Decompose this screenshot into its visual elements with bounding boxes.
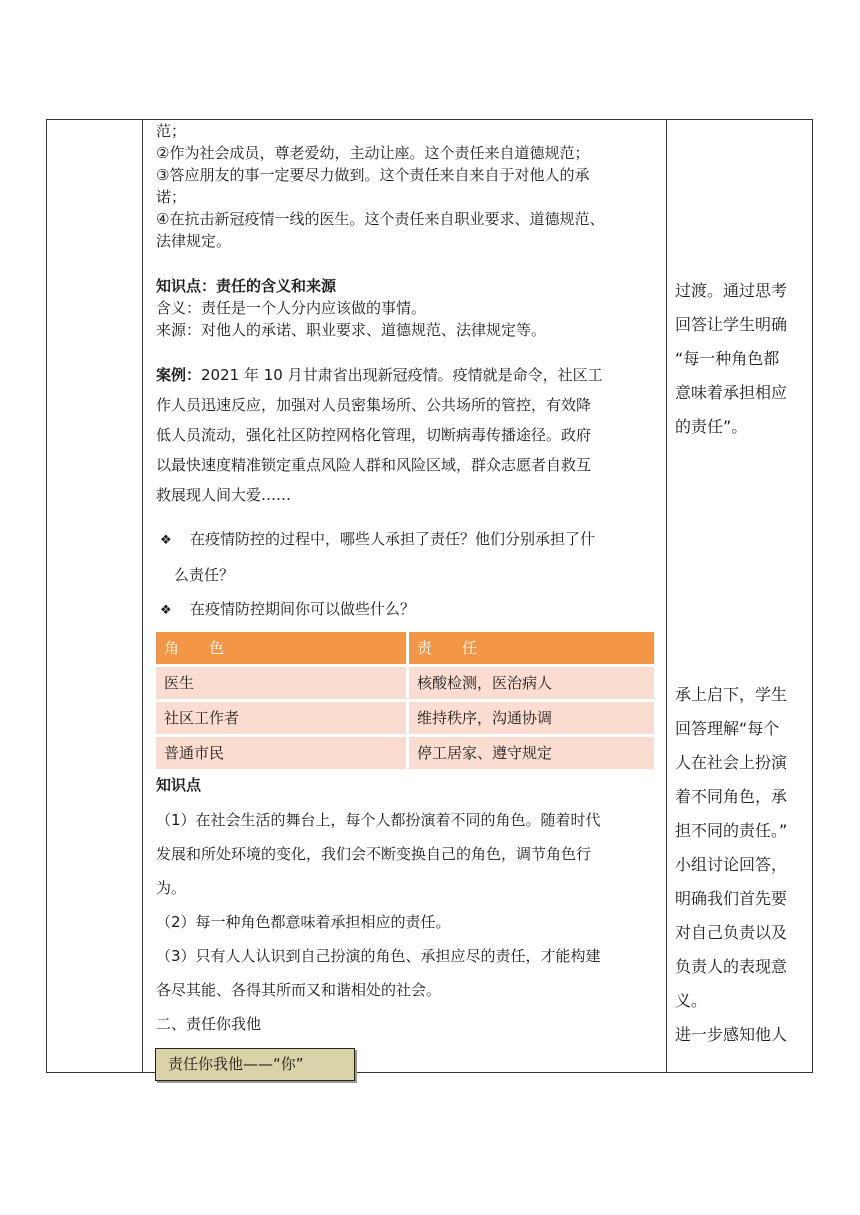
column-divider (142, 120, 143, 1072)
note-line: 小组讨论回答， (675, 855, 788, 874)
text-line: （1）在社会生活的舞台上，每个人都扮演着不同的角色。随着时代 (156, 811, 601, 829)
knowledge-point-title: 知识点 (156, 776, 202, 794)
table-cell: 核酸检测，医治病人 (408, 666, 655, 701)
text-line: （3）只有人人认识到自己扮演的角色、承担应尽的责任，才能构建 (156, 947, 601, 965)
bullet-icon: ❖ (160, 603, 172, 618)
note-line: 着不同角色，承 (675, 787, 788, 806)
table-header-row (156, 632, 654, 666)
text-line: 范； (156, 122, 187, 140)
bullet-icon: ❖ (160, 533, 172, 548)
column-divider (666, 120, 667, 1072)
table-cell: 普通市民 (156, 736, 408, 771)
text-line: 含义：责任是一个人分内应该做的事情。 (156, 299, 427, 317)
table-row (156, 736, 654, 771)
note-line: 对自己负责以及 (675, 923, 788, 942)
note-line: 的责任”。 (675, 417, 748, 436)
text-line: ②作为社会成员，尊老爱幼，主动让座。这个责任来自道德规范； (156, 144, 590, 162)
text-line: 救展现人间大爱…… (156, 486, 292, 504)
table-cell: 停工居家、遵守规定 (408, 736, 655, 771)
note-line: 负责人的表现意 (675, 957, 788, 976)
lesson-plan-table (46, 119, 813, 1073)
text-line: 法律规定。 (156, 232, 232, 250)
text-line: 以最快速度精准锁定重点风险人群和风险区域，群众志愿者自救互 (156, 456, 592, 474)
case-first-line (156, 362, 603, 388)
table-header-cell: 角 色 (156, 632, 408, 666)
text-line: 作人员迅速反应，加强对人员密集场所、公共场所的管控，有效降 (156, 396, 592, 414)
table-header-cell: 责 任 (408, 632, 655, 666)
text-line: 低人员流动，强化社区防控网格化管理，切断病毒传播途径。政府 (156, 426, 592, 444)
text-line: （2）每一种角色都意味着承担相应的责任。 (156, 913, 451, 931)
section-tag-box: 责任你我他——“你” (155, 1048, 355, 1081)
table-cell: 社区工作者 (156, 701, 408, 736)
note-line: 意味着承担相应 (675, 383, 788, 402)
section-heading: 二、责任你我他 (156, 1015, 262, 1033)
table-cell: 医生 (156, 666, 408, 701)
note-line: “每一种角色都 (675, 349, 780, 368)
case-text: 2021 年 10 月甘肃省出现新冠疫情。疫情就是命令，社区工 (201, 366, 603, 384)
table-cell: 维持秩序，沟通协调 (408, 701, 655, 736)
role-responsibility-table (156, 632, 654, 772)
note-line: 义。 (675, 991, 708, 1010)
note-line: 过渡。通过思考 (675, 281, 788, 300)
question-text: 在疫情防控期间你可以做些什么？ (190, 600, 416, 618)
question-text: 在疫情防控的过程中，哪些人承担了责任？他们分别承担了什 (190, 530, 596, 548)
text-line: 各尽其能、各得其所而又和谐相处的社会。 (156, 981, 442, 999)
note-line: 承上启下，学生 (675, 685, 788, 704)
note-line: 明确我们首先要 (675, 889, 788, 908)
text-line: 来源：对他人的承诺、职业要求、道德规范、法律规定等。 (156, 321, 547, 339)
table-row (156, 666, 654, 701)
text-line: 发展和所处环境的变化，我们会不断变换自己的角色，调节角色行 (156, 845, 592, 863)
text-line: ③答应朋友的事一定要尽力做到。这个责任来自来自于对他人的承 (156, 166, 590, 184)
text-line: ④在抗击新冠疫情一线的医生。这个责任来自职业要求、道德规范、 (156, 210, 605, 228)
question-text: 么责任？ (174, 566, 235, 584)
note-line: 回答理解“每个 (675, 719, 780, 738)
case-label: 案例： (156, 366, 202, 384)
note-line: 人在社会上扮演 (675, 753, 788, 772)
note-line: 担不同的责任。” (675, 821, 788, 840)
table-row (156, 701, 654, 736)
knowledge-point-title: 知识点：责任的含义和来源 (156, 277, 337, 295)
text-line: 诺； (156, 188, 187, 206)
text-line: 为。 (156, 879, 187, 897)
note-line: 进一步感知他人 (675, 1025, 788, 1044)
note-line: 回答让学生明确 (675, 315, 788, 334)
